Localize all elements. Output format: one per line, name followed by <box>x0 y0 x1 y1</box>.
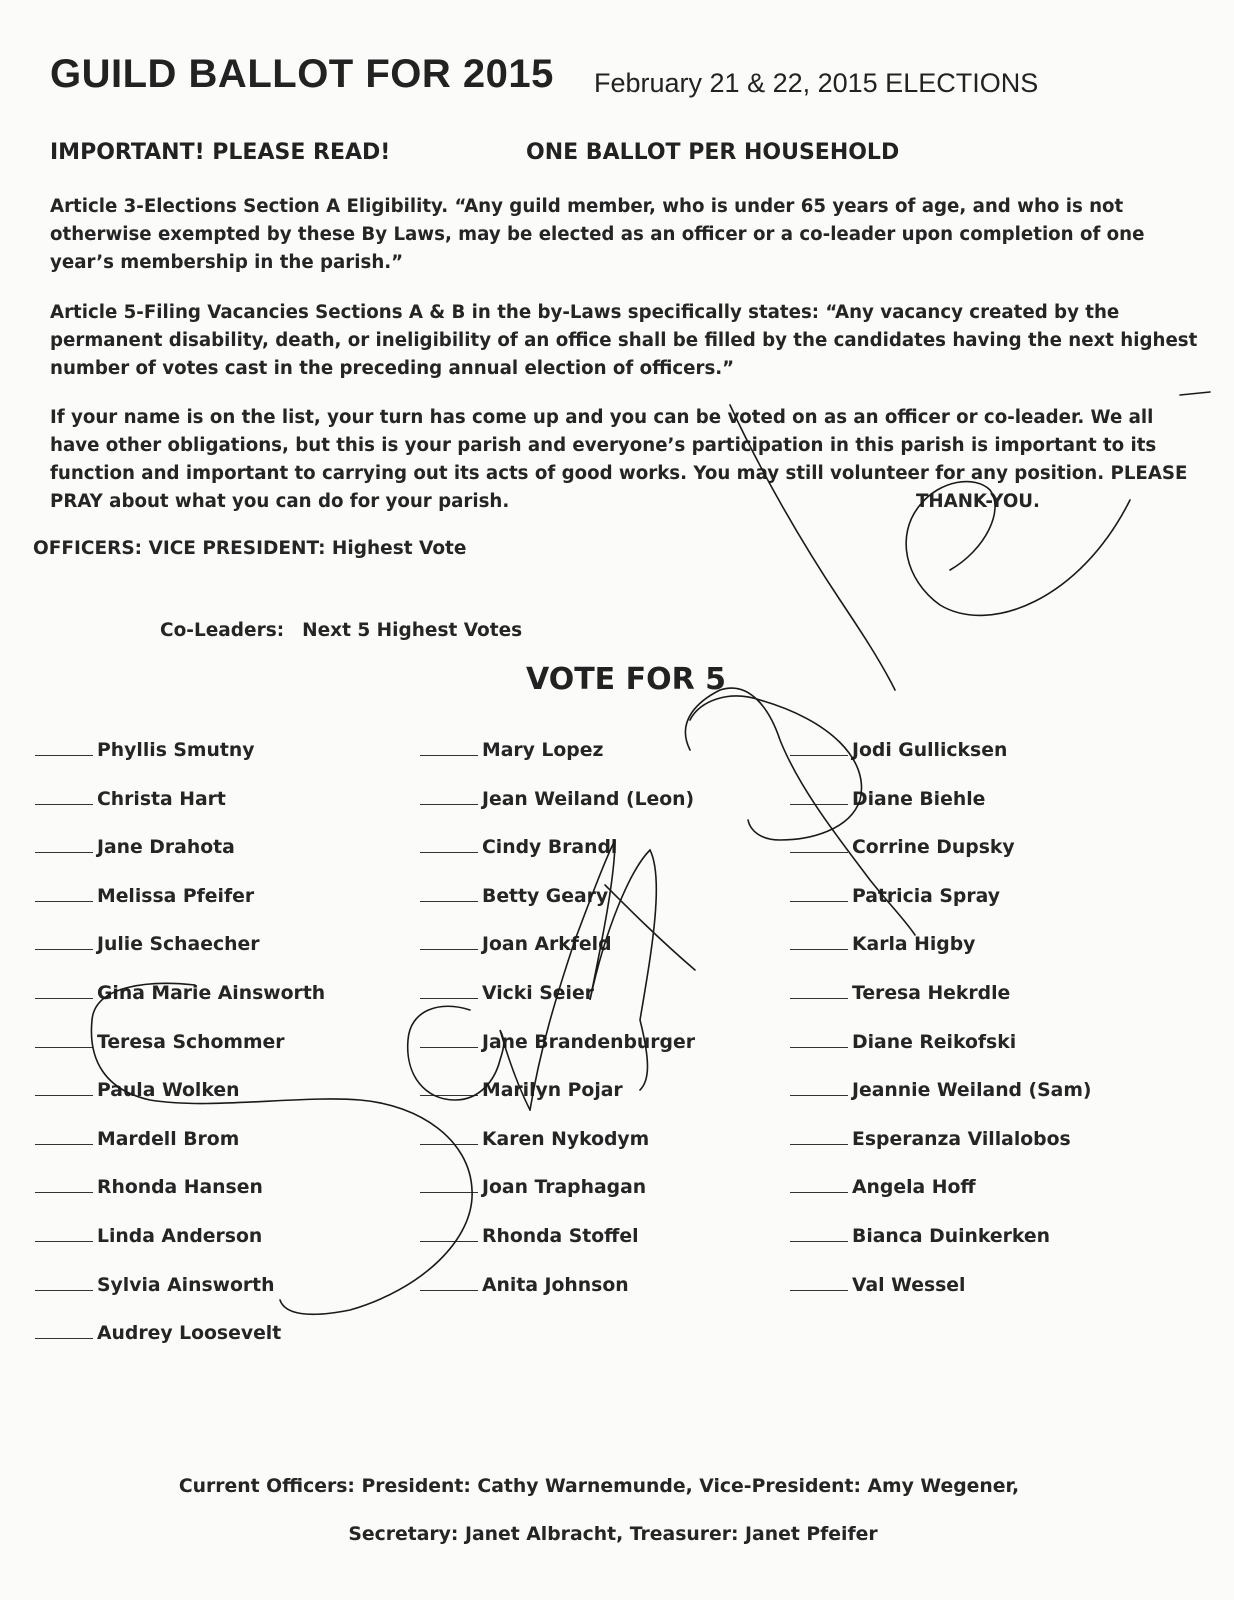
candidate-name: Jodi Gullicksen <box>852 740 1008 761</box>
candidate-name: Rhonda Stoffel <box>482 1226 639 1247</box>
candidate-entry[interactable] <box>420 739 603 761</box>
vote-blank-line[interactable] <box>790 788 848 805</box>
current-officers-line-1: Current Officers: President: Cathy Warnemunde, Vice-President: Amy Wegener, <box>178 1476 1020 1497</box>
article-5-paragraph: Article 5-Filing Vacancies Sections A & B in the by-Laws specifically states: “Any vacancy created by the permanent disability, death, or ineligibility of an office shall be filled by the candidates having the next highest number of votes cast in the preceding annual election of officers.” <box>50 302 1198 379</box>
vote-blank-line[interactable] <box>420 1079 478 1096</box>
vote-blank-line[interactable] <box>790 1274 848 1291</box>
sample-stroke-dash <box>1180 392 1210 395</box>
candidate-name: Melissa Pfeifer <box>97 885 255 907</box>
ballot-title: GUILD BALLOT FOR 2015 <box>50 52 554 96</box>
vote-blank-line[interactable] <box>420 836 478 853</box>
candidate-name: Joan Arkfeld <box>482 934 612 956</box>
sample-stroke-m <box>530 840 656 1110</box>
candidate-name: Karen Nykodym <box>482 1128 650 1150</box>
vote-blank-line[interactable] <box>35 933 93 950</box>
candidate-entry[interactable] <box>35 1128 239 1150</box>
vote-blank-line[interactable] <box>790 836 848 853</box>
candidate-entry[interactable] <box>35 1322 281 1344</box>
vote-blank-line[interactable] <box>35 1176 93 1193</box>
candidate-entry[interactable] <box>35 739 254 761</box>
candidate-name: Angela Hoff <box>852 1177 976 1199</box>
vote-blank-line[interactable] <box>420 933 478 950</box>
vote-blank-line[interactable] <box>35 788 93 805</box>
thank-you-text: THANK-YOU. <box>916 491 1040 512</box>
candidate-entry[interactable] <box>790 1079 1091 1101</box>
candidate-entry[interactable] <box>420 982 594 1004</box>
candidate-name: Linda Anderson <box>97 1226 263 1247</box>
candidate-entry[interactable] <box>35 1225 262 1247</box>
candidate-name: Phyllis Smutny <box>97 740 255 761</box>
candidate-name: Vicki Seier <box>482 983 594 1004</box>
officers-line: OFFICERS: VICE PRESIDENT: Highest Vote <box>33 538 467 559</box>
vote-blank-line[interactable] <box>35 1322 93 1339</box>
vote-blank-line[interactable] <box>35 1079 93 1096</box>
vote-blank-line[interactable] <box>790 1176 848 1193</box>
vote-blank-line[interactable] <box>35 739 93 756</box>
candidate-entry[interactable] <box>420 933 612 955</box>
sample-stroke-p <box>605 696 862 970</box>
candidate-entry[interactable] <box>790 982 1010 1004</box>
vote-blank-line[interactable] <box>420 1031 478 1048</box>
candidate-name: Diane Reikofski <box>852 1031 1017 1053</box>
vote-blank-line[interactable] <box>420 1128 478 1145</box>
vote-blank-line[interactable] <box>420 1225 478 1242</box>
candidate-name: Diane Biehle <box>852 788 986 810</box>
candidate-entry[interactable] <box>790 836 1015 858</box>
candidate-entry[interactable] <box>420 1274 629 1296</box>
household-notice: ONE BALLOT PER HOUSEHOLD <box>526 140 900 165</box>
candidate-name: Sylvia Ainsworth <box>97 1274 275 1296</box>
candidate-name: Corrine Dupsky <box>852 837 1015 859</box>
candidate-entry[interactable] <box>790 788 985 810</box>
vote-blank-line[interactable] <box>790 1225 848 1242</box>
vote-blank-line[interactable] <box>790 1079 848 1096</box>
candidate-entry[interactable] <box>420 885 608 907</box>
candidate-entry[interactable] <box>420 1031 695 1053</box>
vote-blank-line[interactable] <box>35 885 93 902</box>
vote-blank-line[interactable] <box>790 885 848 902</box>
candidate-name: Mardell Brom <box>97 1128 240 1150</box>
candidate-entry[interactable] <box>790 1031 1016 1053</box>
candidate-name: Esperanza Villalobos <box>852 1128 1071 1150</box>
candidate-name: Audrey Loosevelt <box>97 1323 282 1345</box>
vote-blank-line[interactable] <box>790 739 848 756</box>
candidate-entry[interactable] <box>420 836 617 858</box>
vote-blank-line[interactable] <box>420 982 478 999</box>
vote-blank-line[interactable] <box>35 982 93 999</box>
candidate-name: Christa Hart <box>97 788 226 810</box>
vote-blank-line[interactable] <box>790 933 848 950</box>
candidate-entry[interactable] <box>35 1079 239 1101</box>
vote-blank-line[interactable] <box>420 1176 478 1193</box>
candidate-name: Bianca Duinkerken <box>852 1226 1050 1247</box>
turn-paragraph: If your name is on the list, your turn has come up and you can be voted on as an officer or co-leader. We all have other obligations, but this is your parish and everyone’s participation in this parish is important to its function and important to carrying out its acts of good works. You may still volunteer for any position. PLEASE PRAY about what you can do for your parish. <box>50 407 1188 512</box>
article-3-paragraph: Article 3-Elections Section A Eligibility. “Any guild member, who is under 65 years of age, and who is not otherwise exempted by these By Laws, may be elected as an officer or a co-leader upon completion of one year’s membership in the parish.” <box>50 196 1145 273</box>
candidate-name: Joan Traphagan <box>482 1177 647 1199</box>
coleaders-label: Co-Leaders: <box>160 620 285 641</box>
candidate-name: Jeannie Weiland (Sam) <box>852 1080 1092 1102</box>
candidate-name: Val Wessel <box>852 1274 966 1296</box>
candidate-entry[interactable] <box>35 1274 275 1296</box>
candidate-name: Teresa Hekrdle <box>852 983 1011 1004</box>
candidate-entry[interactable] <box>420 1225 639 1247</box>
candidate-entry[interactable] <box>35 982 325 1004</box>
vote-blank-line[interactable] <box>420 739 478 756</box>
vote-blank-line[interactable] <box>790 1031 848 1048</box>
important-notice: IMPORTANT! PLEASE READ! <box>50 140 391 165</box>
candidate-name: Gina Marie Ainsworth <box>97 983 326 1004</box>
candidate-entry[interactable] <box>420 788 694 810</box>
candidate-entry[interactable] <box>35 885 254 907</box>
candidate-entry[interactable] <box>420 1128 649 1150</box>
candidate-entry[interactable] <box>790 739 1007 761</box>
candidate-entry[interactable] <box>790 1176 976 1198</box>
candidate-name: Betty Geary <box>482 885 609 907</box>
candidate-name: Rhonda Hansen <box>97 1177 263 1199</box>
candidate-entry[interactable] <box>35 933 259 955</box>
candidate-name: Karla Higby <box>852 934 976 956</box>
turn-paragraph-block <box>50 404 1200 516</box>
coleaders-line <box>160 620 522 641</box>
candidate-entry[interactable] <box>35 788 226 810</box>
candidate-name: Paula Wolken <box>97 1080 240 1102</box>
candidate-name: Julie Schaecher <box>97 934 260 956</box>
candidate-name: Teresa Schommer <box>97 1031 285 1053</box>
vote-blank-line[interactable] <box>790 982 848 999</box>
vote-blank-line[interactable] <box>420 1274 478 1291</box>
candidate-name: Mary Lopez <box>482 740 604 761</box>
vote-for-heading: VOTE FOR 5 <box>526 662 727 697</box>
candidate-entry[interactable] <box>790 1225 1050 1247</box>
election-dates: February 21 & 22, 2015 ELECTIONS <box>594 68 1039 98</box>
candidate-entry[interactable] <box>790 1128 1071 1150</box>
candidate-entry[interactable] <box>35 836 235 858</box>
candidate-entry[interactable] <box>35 1031 285 1053</box>
candidate-name: Patricia Spray <box>852 885 1000 907</box>
vote-blank-line[interactable] <box>35 1274 93 1291</box>
coleaders-value: Next 5 Highest Votes <box>302 620 523 641</box>
vote-blank-line[interactable] <box>790 1128 848 1145</box>
vote-blank-line[interactable] <box>420 788 478 805</box>
candidate-entry[interactable] <box>420 1079 623 1101</box>
current-officers-line-2: Secretary: Janet Albracht, Treasurer: Janet Pfeifer <box>348 1524 878 1545</box>
candidate-name: Jane Drahota <box>97 837 235 859</box>
vote-blank-line[interactable] <box>35 1031 93 1048</box>
candidate-entry[interactable] <box>790 885 1000 907</box>
candidate-entry[interactable] <box>35 1176 263 1198</box>
candidate-entry[interactable] <box>790 933 975 955</box>
candidate-name: Jean Weiland (Leon) <box>482 788 695 810</box>
candidate-name: Cindy Brandl <box>482 837 618 859</box>
candidate-name: Jane Brandenburger <box>482 1031 696 1053</box>
vote-blank-line[interactable] <box>35 1225 93 1242</box>
candidate-entry[interactable] <box>790 1274 965 1296</box>
vote-blank-line[interactable] <box>35 836 93 853</box>
vote-blank-line[interactable] <box>420 885 478 902</box>
vote-blank-line[interactable] <box>35 1128 93 1145</box>
candidate-name: Anita Johnson <box>482 1274 629 1296</box>
candidate-entry[interactable] <box>420 1176 646 1198</box>
candidate-name: Marilyn Pojar <box>482 1080 623 1102</box>
